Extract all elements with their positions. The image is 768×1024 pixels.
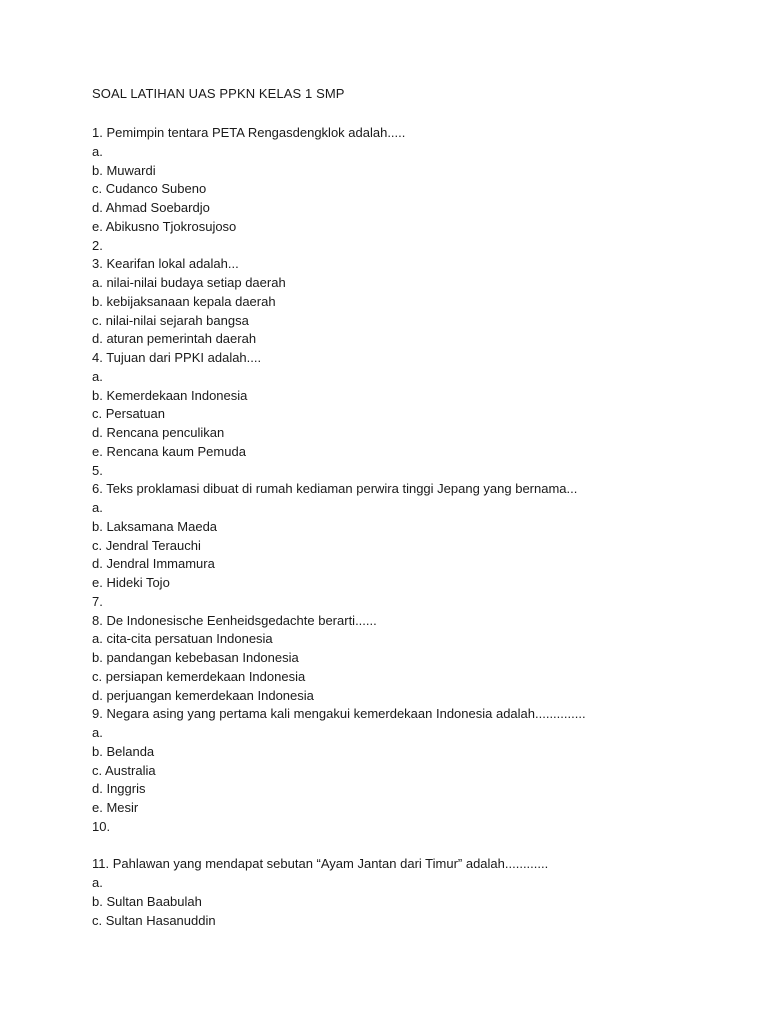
answer-option: d. Ahmad Soebardjo xyxy=(92,200,210,215)
answer-option: d. perjuangan kemerdekaan Indonesia xyxy=(92,687,314,703)
answer-option: b. Kemerdekaan Indonesia xyxy=(92,387,248,403)
question-line: 1. Pemimpin tentara PETA Rengasdengklok adalah..... xyxy=(92,125,406,140)
answer-option: b. kebijaksanaan kepala daerah xyxy=(92,293,276,309)
answer-option: c. Jendral Terauchi xyxy=(92,537,201,553)
question-line: 9. Negara asing yang pertama kali mengakui kemerdekaan Indonesia adalah.............. xyxy=(92,706,586,722)
answer-option: a. xyxy=(92,725,103,740)
answer-option: e. Rencana kaum Pemuda xyxy=(92,443,246,459)
question-line: 7. xyxy=(92,593,103,609)
answer-option: c. Persatuan xyxy=(92,406,165,422)
answer-option: d. Jendral Immamura xyxy=(92,556,215,572)
question-line: 11. Pahlawan yang mendapat sebutan “Ayam Jantan dari Timur” adalah............ xyxy=(92,856,549,872)
answer-option: b. Belanda xyxy=(92,743,155,759)
question-list xyxy=(92,124,732,930)
answer-option: d. Rencana penculikan xyxy=(92,425,225,440)
answer-option: a. xyxy=(92,875,103,890)
answer-option: a. xyxy=(92,143,103,159)
blank-line xyxy=(92,837,732,856)
answer-option: a. cita-cita persatuan Indonesia xyxy=(92,631,273,647)
answer-option: c. Australia xyxy=(92,762,156,778)
answer-option: d. Inggris xyxy=(92,781,146,797)
answer-option: b. Muwardi xyxy=(92,162,156,178)
answer-option: b. pandangan kebebasan Indonesia xyxy=(92,650,299,665)
question-line: 4. Tujuan dari PPKI adalah.... xyxy=(92,350,262,365)
answer-option: e. Hideki Tojo xyxy=(92,575,170,590)
question-line: 2. xyxy=(92,237,103,253)
question-line: 8. De Indonesische Eenheidsgedachte berarti...... xyxy=(92,612,377,628)
answer-option: d. aturan pemerintah daerah xyxy=(92,331,257,347)
answer-option: c. Cudanco Subeno xyxy=(92,181,207,197)
answer-option: b. Laksamana Maeda xyxy=(92,518,218,534)
answer-option: b. Sultan Baabulah xyxy=(92,893,202,909)
question-line: 10. xyxy=(92,818,111,834)
document-title: SOAL LATIHAN UAS PPKN KELAS 1 SMP xyxy=(92,86,345,101)
question-line: 5. xyxy=(92,462,103,478)
answer-option: c. persiapan kemerdekaan Indonesia xyxy=(92,668,306,684)
answer-option: a. xyxy=(92,500,103,515)
answer-option: a. nilai-nilai budaya setiap daerah xyxy=(92,275,286,290)
answer-option: c. Sultan Hasanuddin xyxy=(92,912,216,928)
question-line: 6. Teks proklamasi dibuat di rumah kediaman perwira tinggi Jepang yang bernama... xyxy=(92,481,578,497)
answer-option: e. Mesir xyxy=(92,800,139,815)
answer-option: a. xyxy=(92,368,103,384)
question-line: 3. Kearifan lokal adalah... xyxy=(92,256,239,272)
answer-option: c. nilai-nilai sejarah bangsa xyxy=(92,312,249,328)
answer-option: e. Abikusno Tjokrosujoso xyxy=(92,218,237,234)
